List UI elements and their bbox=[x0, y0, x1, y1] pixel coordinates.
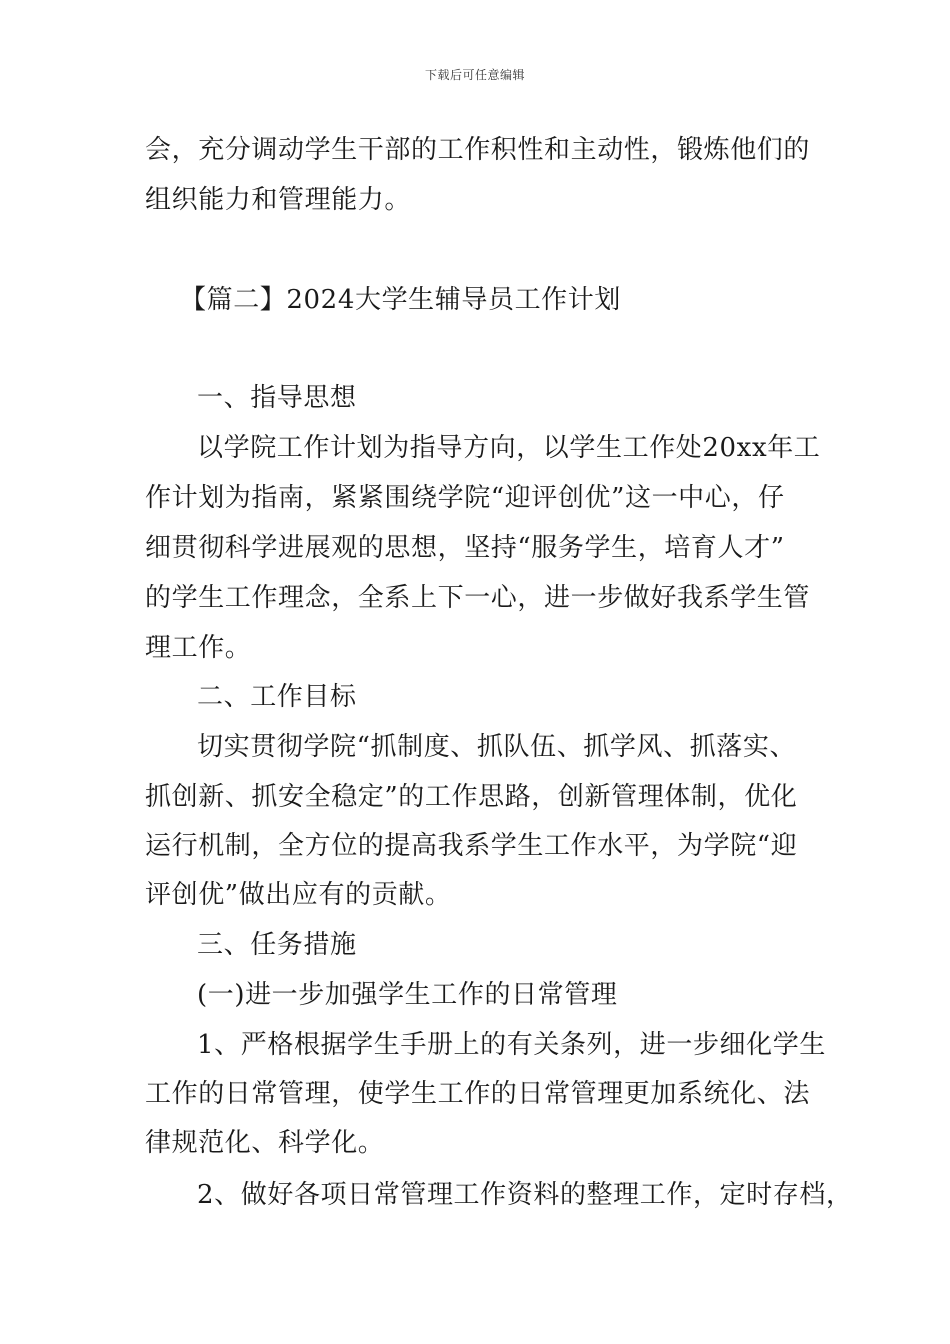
section-title: 【篇二】2024大学生辅导员工作计划 bbox=[180, 285, 621, 315]
body-line: 的学生工作理念，全系上下一心，进一步做好我系学生管 bbox=[145, 583, 811, 613]
body-line: 细贯彻科学进展观的思想，坚持“服务学生，培育人才” bbox=[145, 533, 785, 563]
body-line: 作计划为指南，紧紧围绕学院“迎评创优”这一中心，仔 bbox=[145, 483, 785, 513]
heading-guiding-thought: 一、指导思想 bbox=[197, 383, 357, 413]
body-line: 运行机制，全方位的提高我系学生工作水平，为学院“迎 bbox=[145, 831, 798, 861]
body-line: 律规范化、科学化。 bbox=[145, 1128, 385, 1158]
heading-task-measures: 三、任务措施 bbox=[197, 930, 357, 960]
header-note: 下载后可任意编辑 bbox=[424, 68, 525, 82]
subheading-daily-management: (一)进一步加强学生工作的日常管理 bbox=[197, 980, 618, 1010]
body-line: 抓创新、抓安全稳定”的工作思路，创新管理体制，优化 bbox=[145, 782, 798, 812]
body-line: 以学院工作计划为指导方向，以学生工作处20xx年工 bbox=[197, 433, 821, 463]
body-line: 1、严格根据学生手册上的有关条列，进一步细化学生 bbox=[197, 1030, 826, 1060]
body-line: 评创优”做出应有的贡献。 bbox=[145, 880, 452, 910]
body-line: 组织能力和管理能力。 bbox=[145, 185, 412, 215]
body-line: 理工作。 bbox=[145, 633, 252, 663]
body-line: 切实贯彻学院“抓制度、抓队伍、抓学风、抓落实、 bbox=[197, 732, 797, 762]
body-line: 会，充分调动学生干部的工作积性和主动性，锻炼他们的 bbox=[145, 135, 811, 165]
body-line: 2、做好各项日常管理工作资料的整理工作，定时存档， bbox=[197, 1180, 853, 1210]
body-line: 工作的日常管理，使学生工作的日常管理更加系统化、法 bbox=[145, 1079, 811, 1109]
heading-work-goals: 二、工作目标 bbox=[197, 682, 357, 712]
